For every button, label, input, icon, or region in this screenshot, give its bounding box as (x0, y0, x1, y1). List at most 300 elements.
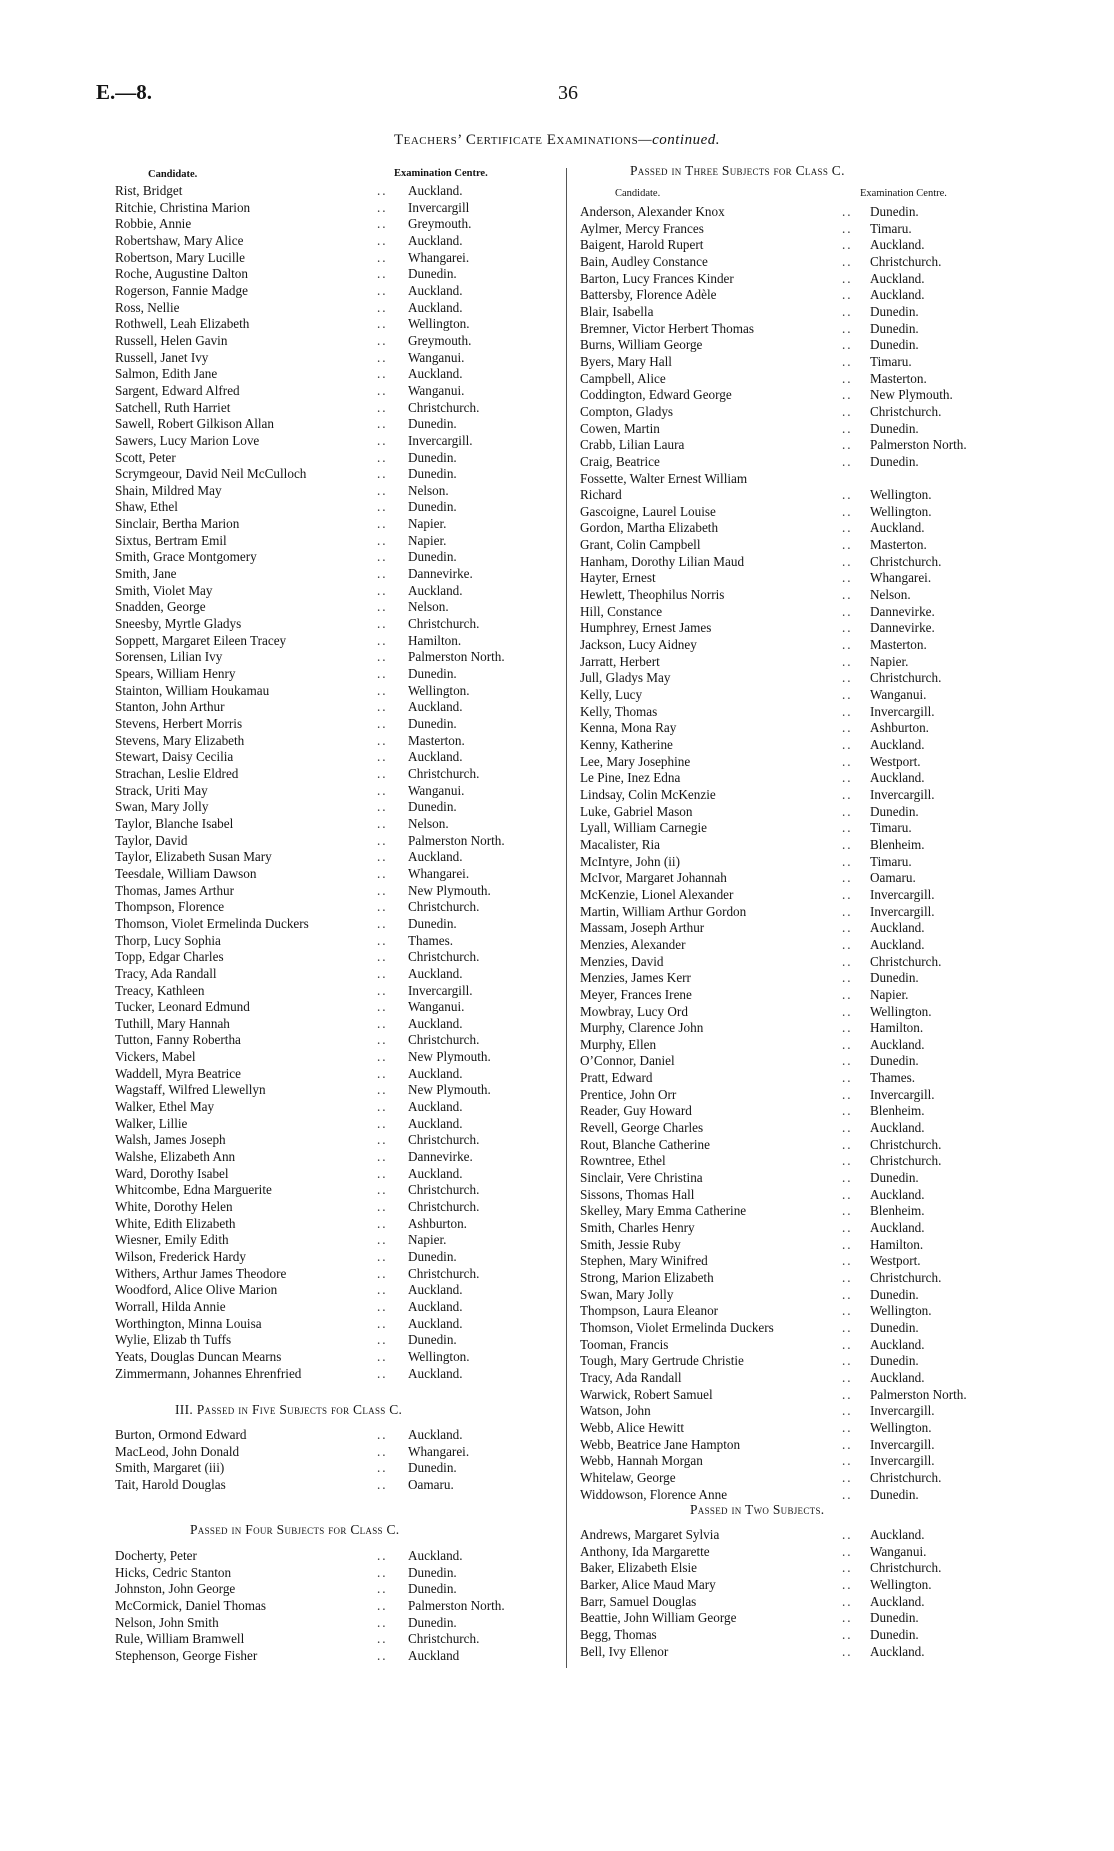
examination-centre: Dunedin. (408, 1564, 457, 1580)
leader-dots: .. (842, 1319, 853, 1335)
list-item (115, 250, 545, 267)
list-item (580, 1237, 1010, 1254)
leader-dots: .. (377, 1265, 388, 1281)
candidate-name: Reader, Guy Howard (580, 1103, 692, 1119)
examination-centre: Dunedin. (408, 1332, 457, 1348)
candidate-name: Stainton, William Houkamau (115, 682, 270, 698)
list-item (115, 1199, 545, 1216)
candidate-name: Kenna, Mona Ray (580, 720, 677, 736)
leader-dots: .. (842, 770, 853, 786)
list-item (580, 954, 1010, 971)
list-item (580, 637, 1010, 654)
leader-dots: .. (377, 1427, 388, 1442)
leader-dots: .. (842, 1220, 853, 1236)
list-item (580, 221, 1010, 238)
leader-dots: .. (842, 870, 853, 886)
list-item (115, 383, 545, 400)
list-item (115, 1032, 545, 1049)
examination-centre: New Plymouth. (408, 1082, 491, 1098)
candidate-name: Pratt, Edward (580, 1070, 653, 1086)
examination-centre: Greymouth. (408, 332, 472, 348)
examination-centre: Dunedin. (870, 970, 919, 986)
leader-dots: .. (377, 782, 388, 798)
leader-dots: .. (377, 682, 388, 698)
list-item (580, 1137, 1010, 1154)
candidate-name: Aylmer, Mercy Frances (580, 220, 704, 236)
examination-centre: Dunedin. (408, 416, 457, 432)
list-item (115, 1349, 545, 1366)
examination-centre: Christchurch. (408, 949, 480, 965)
list-item (580, 504, 1010, 521)
examination-centre: Palmerston North. (870, 437, 967, 453)
examination-centre: Whangarei. (408, 1443, 470, 1459)
examination-centre: Napier. (408, 516, 447, 532)
list-item (580, 1270, 1010, 1287)
list-item (115, 849, 545, 866)
examination-centre: Napier. (870, 653, 909, 669)
leader-dots: .. (842, 1120, 853, 1136)
examination-centre: Christchurch. (870, 1270, 942, 1285)
candidate-name: Begg, Thomas (580, 1626, 657, 1642)
candidate-name: Satchell, Ruth Harriet (115, 399, 231, 415)
examination-centre: Palmerston North. (408, 1597, 505, 1613)
list-item (115, 583, 545, 600)
candidate-name: White, Dorothy Helen (115, 1199, 233, 1215)
examination-centre: Thames. (408, 932, 454, 948)
leader-dots: .. (842, 253, 853, 269)
list-item (580, 570, 1010, 587)
list-item (115, 966, 545, 983)
candidate-name: Russell, Helen Gavin (115, 332, 228, 348)
leader-dots: .. (377, 632, 388, 648)
list-item (580, 1403, 1010, 1420)
list-item (580, 454, 1010, 471)
candidate-name: Thompson, Florence (115, 899, 225, 915)
candidate-name: Menzies, James Kerr (580, 970, 691, 986)
list-item (115, 933, 545, 950)
list-item (115, 233, 545, 250)
leader-dots: .. (377, 1132, 388, 1148)
leader-dots: .. (377, 282, 388, 298)
leader-dots: .. (377, 1348, 388, 1364)
candidate-name: Bremner, Victor Herbert Thomas (580, 320, 754, 336)
leader-dots: .. (842, 487, 853, 503)
candidate-name: Nelson, John Smith (115, 1614, 219, 1630)
leader-dots: .. (842, 670, 853, 686)
candidate-name: Hill, Constance (580, 603, 663, 619)
leader-dots: .. (842, 986, 853, 1002)
list-item (115, 499, 545, 516)
examination-centre: Auckland. (870, 237, 925, 253)
candidate-name: Anthony, Ida Margarette (580, 1543, 710, 1559)
leader-dots: .. (842, 1593, 853, 1609)
leader-dots: .. (377, 1232, 388, 1248)
list-item (115, 1099, 545, 1116)
leader-dots: .. (377, 566, 388, 582)
candidate-name: Humphrey, Ernest James (580, 620, 712, 636)
leader-dots: .. (377, 999, 388, 1015)
list-item (580, 1303, 1010, 1320)
candidate-name: O’Connor, Daniel (580, 1053, 675, 1069)
examination-centre: Ashburton. (408, 1215, 467, 1231)
leader-dots: .. (377, 316, 388, 332)
candidate-name: Sissons, Thomas Hall (580, 1186, 695, 1202)
candidate-name: Taylor, Elizabeth Susan Mary (115, 849, 272, 865)
column-divider (566, 168, 567, 1668)
candidate-name: Cowen, Martin (580, 420, 660, 436)
examination-centre: Wellington. (870, 487, 932, 503)
leader-dots: .. (842, 537, 853, 553)
candidate-name: Teesdale, William Dawson (115, 865, 257, 881)
examination-centre: Nelson. (408, 815, 449, 831)
candidate-name: Tracy, Ada Randall (580, 1369, 682, 1385)
candidate-name: Tucker, Leonard Edmund (115, 999, 250, 1015)
candidate-name: Tooman, Francis (580, 1336, 669, 1352)
list-item (580, 387, 1010, 404)
examination-centre: Invercargill. (870, 886, 935, 902)
examination-centre: Invercargill. (408, 432, 473, 448)
candidate-name: Blair, Isabella (580, 303, 654, 319)
candidate-name: Luke, Gabriel Mason (580, 803, 693, 819)
list-item (115, 1049, 545, 1066)
list-item (580, 254, 1010, 271)
list-item (115, 1444, 545, 1461)
examination-centre: Christchurch. (870, 403, 942, 419)
candidate-name: Thomas, James Arthur (115, 882, 235, 898)
examination-centre: Napier. (408, 1232, 447, 1248)
examination-centre: Dunedin. (870, 1610, 919, 1626)
list-item (115, 183, 545, 200)
candidate-name: Webb, Beatrice Jane Hampton (580, 1436, 741, 1452)
examination-centre: Wellington. (408, 1348, 470, 1364)
list-item (580, 587, 1010, 604)
candidate-name: Andrews, Margaret Sylvia (580, 1527, 720, 1542)
examination-centre: Dunedin. (870, 1053, 919, 1069)
leader-dots: .. (842, 737, 853, 752)
page-title-continued: —continued. (638, 132, 721, 148)
candidate-name: Johnston, John George (115, 1581, 236, 1597)
list-item (580, 1453, 1010, 1470)
candidate-name: Grant, Colin Campbell (580, 537, 701, 553)
leader-dots: .. (842, 1103, 853, 1119)
candidate-name: Shaw, Ethel (115, 499, 178, 515)
candidate-name: Webb, Hannah Morgan (580, 1453, 703, 1469)
examination-centre: Napier. (870, 986, 909, 1002)
examination-centre: Invercargill. (870, 1086, 935, 1102)
list-item (580, 720, 1010, 737)
examination-centre: Auckland. (870, 1593, 925, 1609)
list-item (115, 666, 545, 683)
candidate-name: Bain, Audley Constance (580, 253, 708, 269)
list-item (580, 487, 1010, 504)
leader-dots: .. (377, 882, 388, 898)
candidate-name: Widdowson, Florence Anne (580, 1486, 728, 1502)
leader-dots: .. (842, 270, 853, 286)
list-item (580, 754, 1010, 771)
candidate-name: Strachan, Leslie Eldred (115, 765, 239, 781)
list-item (580, 737, 1010, 754)
examination-centre: Auckland. (870, 1036, 925, 1052)
leader-dots: .. (842, 786, 853, 802)
leader-dots: .. (377, 1476, 388, 1492)
examination-centre: Auckland. (870, 936, 925, 952)
candidate-name: Martin, William Arthur Gordon (580, 903, 747, 919)
leader-dots: .. (377, 899, 388, 915)
candidate-name: Rout, Blanche Catherine (580, 1136, 711, 1152)
candidate-name: Stewart, Daisy Cecilia (115, 749, 234, 765)
list-item (580, 204, 1010, 221)
examination-centre: Auckland. (408, 1548, 463, 1563)
examination-centre: Whangarei. (408, 865, 470, 881)
leader-dots: .. (377, 815, 388, 831)
candidate-name: Russell, Janet Ivy (115, 349, 209, 365)
candidate-name: Webb, Alice Hewitt (580, 1419, 685, 1435)
list-item (115, 1016, 545, 1033)
examination-centre: Invercargill. (870, 1436, 935, 1452)
examination-centre: Auckland. (408, 965, 463, 981)
examination-centre: Christchurch. (408, 1265, 480, 1281)
list-item (115, 749, 545, 766)
examination-centre: Invercargill. (870, 1403, 935, 1419)
candidate-name: Sorensen, Lilian Ivy (115, 649, 223, 665)
candidate-name: Sneesby, Myrtle Gladys (115, 616, 242, 632)
examination-centre: Christchurch. (408, 1631, 480, 1647)
list-item (580, 1610, 1010, 1627)
candidate-name: Skelley, Mary Emma Catherine (580, 1203, 747, 1219)
section-title-five: III. Passed in Five Subjects for Class C. (175, 1402, 403, 1417)
candidate-name: Woodford, Alice Olive Marion (115, 1282, 278, 1298)
leader-dots: .. (842, 503, 853, 519)
leader-dots: .. (377, 1332, 388, 1348)
leader-dots: .. (842, 1270, 853, 1285)
examination-centre: Dunedin. (408, 266, 457, 282)
leader-dots: .. (377, 1614, 388, 1630)
list-item (580, 554, 1010, 571)
candidate-name: Burton, Ormond Edward (115, 1427, 247, 1442)
leader-dots: .. (842, 204, 853, 219)
leader-dots: .. (377, 532, 388, 548)
list-item (115, 416, 545, 433)
list-item (115, 216, 545, 233)
examination-centre: Auckland. (408, 232, 463, 248)
list-item (580, 887, 1010, 904)
list-item (115, 1299, 545, 1316)
list-item (115, 1166, 545, 1183)
list-item (580, 1103, 1010, 1120)
examination-centre: Masterton. (870, 637, 927, 653)
candidate-name: Macalister, Ria (580, 836, 661, 852)
leader-dots: .. (842, 453, 853, 469)
list-item (115, 899, 545, 916)
left-col-candidate-header: Candidate. (148, 169, 198, 180)
candidate-name: Bell, Ivy Ellenor (580, 1643, 669, 1659)
leader-dots: .. (842, 920, 853, 936)
examination-centre: Palmerston North. (408, 649, 505, 665)
candidate-name: Rule, William Bramwell (115, 1631, 245, 1647)
examination-centre: Wellington. (870, 1576, 932, 1592)
list-item (580, 1253, 1010, 1270)
examination-centre: Nelson. (408, 599, 449, 615)
candidate-name: Le Pine, Inez Edna (580, 770, 681, 786)
examination-centre: Wellington. (408, 682, 470, 698)
list-item (115, 599, 545, 616)
list-item (115, 999, 545, 1016)
candidate-name: Murphy, Ellen (580, 1036, 657, 1052)
examination-centre: Auckland. (408, 366, 463, 382)
leader-dots: .. (377, 1564, 388, 1580)
candidate-name: Smith, Jessie Ruby (580, 1236, 681, 1252)
list-item (115, 1149, 545, 1166)
candidate-name: Kelly, Thomas (580, 703, 658, 719)
candidate-name: Anderson, Alexander Knox (580, 204, 725, 219)
leader-dots: .. (377, 732, 388, 748)
list-item (580, 870, 1010, 887)
list-item (580, 1420, 1010, 1437)
leader-dots: .. (377, 299, 388, 315)
examination-centre: Dunedin. (408, 716, 457, 731)
examination-centre: Hamilton. (870, 1236, 924, 1252)
candidate-name: Ward, Dorothy Isabel (115, 1165, 229, 1181)
candidate-name: Swan, Mary Jolly (115, 799, 209, 815)
candidate-name: Stanton, John Arthur (115, 699, 225, 715)
candidate-name: Robertson, Mary Lucille (115, 249, 246, 265)
examination-centre: Auckland. (408, 1427, 463, 1442)
leader-dots: .. (842, 953, 853, 969)
list-item (580, 904, 1010, 921)
candidate-name: Hewlett, Theophilus Norris (580, 587, 725, 603)
candidate-name: Tait, Harold Douglas (115, 1476, 226, 1492)
examination-centre: New Plymouth. (408, 882, 491, 898)
list-item (115, 1548, 545, 1565)
leader-dots: .. (377, 649, 388, 665)
list-item (115, 1232, 545, 1249)
candidate-name: Walker, Lillie (115, 1115, 188, 1131)
leader-dots: .. (842, 1253, 853, 1269)
candidate-name: Warwick, Robert Samuel (580, 1386, 713, 1402)
leader-dots: .. (842, 1369, 853, 1385)
candidate-name: Smith, Grace Montgomery (115, 549, 257, 565)
candidate-name: Whitelaw, George (580, 1469, 676, 1485)
candidate-name: Watson, John (580, 1403, 651, 1419)
leader-dots: .. (842, 1353, 853, 1369)
examination-centre: Auckland. (870, 1527, 925, 1542)
examination-centre: Dunedin. (870, 1626, 919, 1642)
leader-dots: .. (842, 1469, 853, 1485)
list-item (115, 1282, 545, 1299)
examination-centre: Hamilton. (870, 1020, 924, 1036)
examination-centre: Dunedin. (408, 915, 457, 931)
candidate-name: Kenny, Katherine (580, 737, 673, 752)
examination-centre: Oamaru. (408, 1476, 454, 1492)
candidate-name: McCormick, Daniel Thomas (115, 1597, 267, 1613)
candidate-name: Smith, Violet May (115, 582, 213, 598)
right-three-list (580, 204, 1010, 1503)
list-item (580, 1120, 1010, 1137)
examination-centre: Christchurch. (870, 553, 942, 569)
examination-centre: Timaru. (870, 820, 912, 836)
right-col-candidate-header: Candidate. (615, 188, 661, 199)
list-item (115, 1216, 545, 1233)
list-item (115, 1460, 545, 1477)
left-five-list (115, 1427, 545, 1494)
examination-centre: Auckland. (870, 1186, 925, 1202)
examination-centre: Timaru. (870, 853, 912, 869)
examination-centre: Christchurch. (870, 1153, 942, 1169)
examination-centre: Timaru. (870, 220, 912, 236)
section-title-three: Passed in Three Subjects for Class C. (630, 163, 845, 178)
leader-dots: .. (842, 237, 853, 253)
list-item (115, 516, 545, 533)
leader-dots: .. (377, 1032, 388, 1048)
examination-centre: Auckland. (870, 1120, 925, 1136)
list-item (580, 1487, 1010, 1504)
candidate-name: Swan, Mary Jolly (580, 1286, 674, 1302)
list-item (580, 937, 1010, 954)
leader-dots: .. (377, 449, 388, 465)
candidate-name: Topp, Edgar Charles (115, 949, 224, 965)
list-item (580, 1287, 1010, 1304)
examination-centre: Wellington. (870, 1303, 932, 1319)
candidate-name: Jackson, Lucy Aidney (580, 637, 697, 653)
list-item (115, 1477, 545, 1494)
candidate-name: Mowbray, Lucy Ord (580, 1003, 688, 1019)
examination-centre: Wanganui. (408, 382, 465, 398)
examination-centre: Palmerston North. (408, 832, 505, 848)
leader-dots: .. (377, 1647, 388, 1663)
leader-dots: .. (842, 1020, 853, 1036)
candidate-name: Soppett, Margaret Eileen Tracey (115, 632, 287, 648)
candidate-name: Waddell, Myra Beatrice (115, 1065, 241, 1081)
list-item (115, 783, 545, 800)
candidate-name: Jull, Gladys May (580, 670, 671, 686)
candidate-name: Lindsay, Colin McKenzie (580, 786, 716, 802)
candidate-name: Docherty, Peter (115, 1548, 197, 1563)
list-item (115, 816, 545, 833)
candidate-name: Stevens, Herbert Morris (115, 716, 243, 731)
candidate-name: Beattie, John William George (580, 1610, 737, 1626)
list-item (115, 1648, 545, 1665)
list-item (580, 1070, 1010, 1087)
leader-dots: .. (377, 1460, 388, 1476)
list-item (115, 266, 545, 283)
page-title-main: Teachers’ Certificate Examinations (393, 132, 639, 148)
list-item (580, 987, 1010, 1004)
examination-centre: Auckland. (408, 1298, 463, 1314)
candidate-name: Zimmermann, Johannes Ehrenfried (115, 1365, 302, 1381)
candidate-name: Ritchie, Christina Marion (115, 199, 251, 215)
list-item (580, 471, 1010, 488)
candidate-name: Rowntree, Ethel (580, 1153, 666, 1169)
candidate-name: Hanham, Dorothy Lilian Maud (580, 553, 745, 569)
examination-centre: Auckland (408, 1647, 460, 1663)
leader-dots: .. (377, 183, 388, 198)
candidate-name: McIvor, Margaret Johannah (580, 870, 727, 886)
examination-centre: Dunedin. (408, 499, 457, 515)
examination-centre: Westport. (870, 1253, 921, 1269)
list-item (115, 1366, 545, 1383)
list-item (115, 766, 545, 783)
list-item (580, 804, 1010, 821)
examination-centre: Masterton. (870, 537, 927, 553)
examination-centre: Dunedin. (408, 666, 457, 682)
list-item (115, 949, 545, 966)
leader-dots: .. (377, 1182, 388, 1198)
candidate-name: Robbie, Annie (115, 216, 192, 232)
list-item (115, 916, 545, 933)
candidate-name: Spears, William Henry (115, 666, 236, 682)
candidate-name: Stevens, Mary Elizabeth (115, 732, 245, 748)
list-item (115, 983, 545, 1000)
